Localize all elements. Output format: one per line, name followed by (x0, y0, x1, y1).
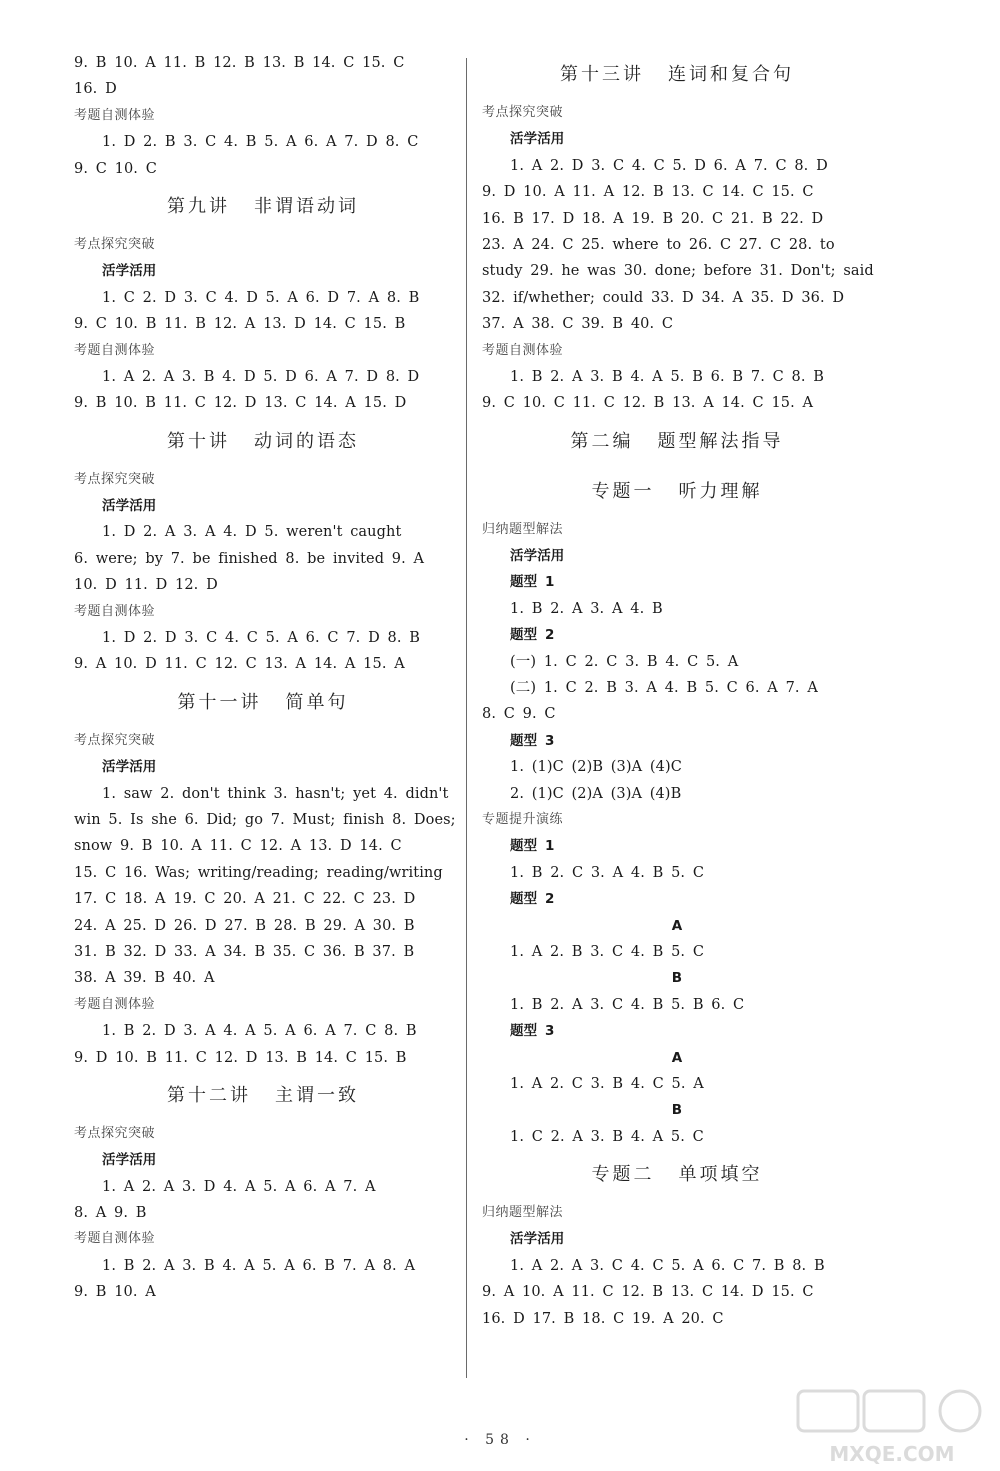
section-heading (482, 417, 872, 467)
part-label: A (671, 1049, 683, 1066)
section-heading-number: 专题一 (591, 480, 655, 502)
answer-line: 6. were; by 7. be finished 8. be invited 9. A (74, 550, 425, 567)
answer-line: win 5. Is she 6. Did; go 7. Must; finish 8. Does; (74, 811, 456, 828)
answer-line: 1. A 2. A 3. C 4. C 5. A 6. C 7. B 8. B (510, 1257, 825, 1274)
section-heading (74, 1071, 452, 1121)
category-label: 活学活用 (510, 548, 565, 565)
subsection-label: 考点探究突破 (74, 732, 156, 748)
part-label: A (671, 917, 683, 934)
answer-line: 9. D 10. A 11. A 12. B 13. C 14. C 15. C (482, 184, 814, 201)
answer-line: 32. if/whether; could 33. D 34. A 35. D 36. D (482, 289, 845, 306)
subsection-label: 专题提升演练 (482, 811, 564, 827)
answer-line: 8. C 9. C (482, 706, 556, 723)
category-label: 题型 2 (510, 891, 555, 908)
answer-line: 9. A 10. D 11. C 12. C 13. A 14. A 15. A (74, 656, 405, 673)
answer-line: 1. B 2. D 3. A 4. A 5. A 6. A 7. C 8. B (102, 1023, 417, 1040)
answer-line: 8. A 9. B (74, 1205, 147, 1222)
answer-line: 17. C 18. A 19. C 20. A 21. C 22. C 23. D (74, 891, 416, 908)
section-heading-title: 动词的语态 (254, 430, 359, 452)
right-column (482, 50, 872, 1332)
category-label: 题型 1 (510, 838, 555, 855)
answer-line: 10. D 11. D 12. D (74, 577, 218, 594)
answer-line: 9. C 10. C 11. C 12. B 13. A 14. C 15. A (482, 395, 814, 412)
answer-line: 16. B 17. D 18. A 19. B 20. C 21. B 22. D (482, 210, 824, 227)
answer-line: 1. (1)C (2)B (3)A (4)C (510, 759, 682, 776)
answer-line: 1. A 2. A 3. B 4. D 5. D 6. A 7. D 8. D (102, 368, 420, 385)
subsection-label: 考点探究突破 (74, 471, 156, 487)
section-heading-number: 专题二 (591, 1164, 655, 1186)
subsection-label: 考题自测体验 (74, 996, 156, 1012)
section-heading (74, 417, 452, 467)
answer-line: 23. A 24. C 25. where to 26. C 27. C 28. to (482, 236, 835, 253)
answer-line: 24. A 25. D 26. D 27. B 28. B 29. A 30. B (74, 917, 415, 934)
watermark-logo (792, 1387, 992, 1469)
category-label: 题型 3 (510, 732, 555, 749)
category-label: 题型 3 (510, 1023, 555, 1040)
subsection-label: 归纳题型解法 (482, 521, 564, 537)
category-label: 题型 2 (510, 627, 555, 644)
section-heading-number: 第十讲 (167, 430, 230, 452)
section-heading-number: 第二编 (570, 430, 634, 452)
section-heading-title: 题型解法指导 (657, 430, 784, 452)
page-number: · 58 · (464, 1432, 536, 1448)
answer-line: 1. C 2. D 3. C 4. D 5. A 6. D 7. A 8. B (102, 289, 420, 306)
answer-line: 9. C 10. C (74, 160, 157, 177)
answer-line: 1. D 2. B 3. C 4. B 5. A 6. A 7. D 8. C (102, 134, 419, 151)
section-heading (482, 467, 872, 517)
answer-line: 37. A 38. C 39. B 40. C (482, 316, 674, 333)
category-label: 活学活用 (102, 759, 157, 776)
section-heading (74, 678, 452, 728)
section-heading-number: 第十三讲 (560, 64, 644, 85)
answer-line: 15. C 16. Was; writing/reading; reading/writing (74, 864, 443, 881)
answer-line: 1. B 2. A 3. C 4. B 5. B 6. C (510, 996, 745, 1013)
subsection-label: 考题自测体验 (482, 342, 564, 358)
answer-line: 1. B 2. C 3. A 4. B 5. C (510, 864, 705, 881)
answer-line: 1. B 2. A 3. A 4. B (510, 600, 663, 617)
watermark-text: MXQE.COM (829, 1442, 955, 1466)
column-divider (466, 58, 467, 1378)
answer-line: 1. C 2. A 3. B 4. A 5. C (510, 1128, 704, 1145)
answer-line: 38. A 39. B 40. A (74, 970, 215, 987)
subsection-label: 考点探究突破 (74, 236, 156, 252)
answer-line: (二) 1. C 2. B 3. A 4. B 5. C 6. A 7. A (510, 680, 818, 697)
section-heading-title: 非谓语动词 (254, 195, 359, 217)
section-heading-title: 听力理解 (678, 480, 763, 502)
answer-line: 1. A 2. A 3. D 4. A 5. A 6. A 7. A (102, 1178, 376, 1195)
answer-line: 1. B 2. A 3. B 4. A 5. B 6. B 7. C 8. B (510, 368, 825, 385)
answer-line: 1. A 2. C 3. B 4. C 5. A (510, 1075, 704, 1092)
section-heading (482, 1150, 872, 1200)
section-heading (482, 50, 872, 100)
answer-line: 1. A 2. D 3. C 4. C 5. D 6. A 7. C 8. D (510, 157, 828, 174)
section-heading-title: 单项填空 (678, 1164, 763, 1186)
answer-line: 1. B 2. A 3. B 4. A 5. A 6. B 7. A 8. A (102, 1257, 416, 1274)
answer-line: 1. D 2. D 3. C 4. C 5. A 6. C 7. D 8. B (102, 630, 420, 647)
answer-line: 9. B 10. B 11. C 12. D 13. C 14. A 15. D (74, 395, 407, 412)
section-heading-title: 连词和复合句 (668, 64, 794, 85)
answer-line: snow 9. B 10. A 11. C 12. A 13. D 14. C (74, 838, 402, 855)
answer-line: 2. (1)C (2)A (3)A (4)B (510, 785, 682, 802)
answer-line: 16. D 17. B 18. C 19. A 20. C (482, 1310, 724, 1327)
answer-line: 16. D (74, 81, 117, 98)
section-heading-number: 第十二讲 (167, 1084, 251, 1106)
section-heading (74, 182, 452, 232)
category-label: 活学活用 (102, 263, 157, 280)
part-label: B (671, 1102, 683, 1119)
answer-line: 9. B 10. A (74, 1284, 156, 1301)
subsection-label: 考题自测体验 (74, 1231, 156, 1247)
answer-line: 9. C 10. B 11. B 12. A 13. D 14. C 15. B (74, 316, 406, 333)
answer-line: 9. A 10. A 11. C 12. B 13. C 14. D 15. C (482, 1284, 814, 1301)
part-label: B (671, 970, 683, 987)
section-heading-number: 第九讲 (167, 195, 230, 217)
category-label: 活学活用 (102, 1152, 157, 1169)
answer-line: 9. B 10. A 11. B 12. B 13. B 14. C 15. C (74, 55, 405, 71)
subsection-label: 考点探究突破 (74, 1125, 156, 1141)
section-heading-number: 第十一讲 (177, 691, 262, 713)
subsection-label: 归纳题型解法 (482, 1205, 564, 1221)
subsection-label: 考题自测体验 (74, 603, 156, 619)
answer-line: (一) 1. C 2. C 3. B 4. C 5. A (510, 653, 739, 670)
section-heading-title: 主谓一致 (275, 1084, 359, 1106)
subsection-label: 考题自测体验 (74, 342, 156, 358)
answer-line: 31. B 32. D 33. A 34. B 35. C 36. B 37. B (74, 943, 415, 960)
category-label: 活学活用 (102, 498, 157, 515)
category-label: 题型 1 (510, 574, 555, 591)
left-column (74, 50, 456, 1306)
category-label: 活学活用 (510, 131, 565, 148)
answer-line: study 29. he was 30. done; before 31. Don't; said (482, 263, 874, 280)
answer-line: 9. D 10. B 11. C 12. D 13. B 14. C 15. B (74, 1049, 407, 1066)
answer-line: 1. A 2. B 3. C 4. B 5. C (510, 943, 705, 960)
category-label: 活学活用 (510, 1231, 565, 1248)
section-heading-title: 简单句 (285, 691, 349, 713)
answer-line: 1. D 2. A 3. A 4. D 5. weren't caught (102, 524, 402, 541)
subsection-label: 考题自测体验 (74, 107, 156, 123)
subsection-label: 考点探究突破 (482, 105, 564, 120)
answer-line: 1. saw 2. don't think 3. hasn't; yet 4. didn't (102, 785, 449, 802)
